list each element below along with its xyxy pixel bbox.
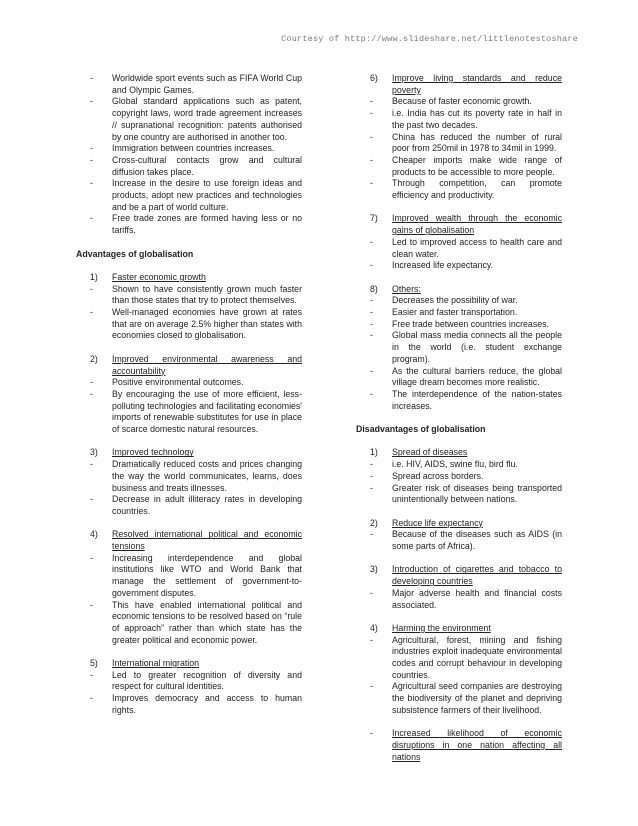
- list-item-text: Shown to have consistently grown much faster than those states that try to protect themselves.: [112, 283, 302, 306]
- section-number: 7): [370, 213, 378, 224]
- section-number: 1): [370, 447, 378, 458]
- list-item-text: By encouraging the use of more efficient, less-polluting technologies and facilitating economies' imports of renewable substitutes for use in place of scarce domestic natural resources.: [112, 388, 302, 435]
- list-item: [76, 155, 302, 178]
- list-item-text: Spread across borders.: [392, 470, 484, 481]
- list-item-text: Led to improved access to health care and clean water.: [392, 236, 562, 259]
- bullet-marker: -: [370, 131, 373, 142]
- list-item: [76, 96, 302, 143]
- list-item: [76, 213, 302, 236]
- section-number: 2): [90, 353, 98, 364]
- section-title: [356, 73, 562, 96]
- bullet-marker: -: [90, 459, 93, 470]
- list-item-text: Free trade between countries increases.: [392, 318, 549, 329]
- list-item: [356, 681, 562, 716]
- right-column: [356, 73, 562, 763]
- list-item-text: Global mass media connects all the people in the world (i.e. student exchange program).: [392, 330, 562, 364]
- section-title-text: Resolved international political and economic tensions: [112, 529, 302, 552]
- section-title-text: Reduce life expectancy: [392, 517, 483, 528]
- advantages-heading: Advantages of globalisation: [76, 248, 194, 259]
- list-item-text: Greater risk of diseases being transported unintentionally between nations.: [392, 482, 562, 505]
- list-item: [356, 155, 562, 178]
- list-item: [76, 284, 302, 307]
- list-item: [356, 635, 562, 682]
- section-title: [76, 658, 302, 670]
- bullet-marker: -: [370, 681, 373, 692]
- list-item-text: Well-managed economies have grown at rates that are on average 2.5% higher than states with economies closed to globalisation.: [112, 307, 302, 341]
- list-item-text: Cross-cultural contacts grow and cultural diffusion takes place.: [112, 154, 302, 177]
- section-title-text: International migration: [112, 658, 200, 669]
- list-item-text: Led to greater recognition of diversity and respect for cultural identities.: [112, 669, 302, 692]
- list-item-text: i.e. HIV, AIDS, swine flu, bird flu.: [392, 459, 518, 470]
- list-item-text: China has reduced the number of rural poor from 250mil in 1978 to 34mil in 1999.: [392, 131, 562, 154]
- section-title-text: Faster economic growth: [112, 271, 206, 282]
- bullet-marker: -: [370, 108, 373, 119]
- bullet-marker: -: [370, 459, 373, 470]
- section-number: 5): [90, 658, 98, 669]
- list-item-text: This have enabled international political and economic tensions to be resolved based on “rule of approach” rather than which state has the greater political and economic power.: [112, 599, 302, 645]
- list-item: [356, 483, 562, 506]
- bullet-marker: -: [370, 470, 373, 481]
- bullet-marker: -: [90, 494, 93, 505]
- section-number: 4): [90, 529, 98, 540]
- bullet-marker: -: [90, 599, 93, 610]
- list-item-text: Agricultural seed companies are destroying the biodiversity of the planet and depriving subsistence farmers of their livelihood.: [392, 681, 562, 715]
- list-item: [76, 670, 302, 693]
- section-title: [356, 213, 562, 236]
- list-item-text: Major adverse health and financial costs associated.: [392, 587, 562, 610]
- list-item: [356, 330, 562, 365]
- bullet-marker: -: [370, 330, 373, 341]
- list-item: [356, 529, 562, 552]
- list-item-text: Global standard applications such as patent, copyright laws, word trade agreement increases // supranational recognition: patents authorised by one country are authorised in another too.: [112, 96, 302, 142]
- list-item: [356, 178, 562, 201]
- list-item-text: Increase in the desire to use foreign ideas and products, adopt new practices and technologies and be a part of world culture.: [112, 178, 302, 212]
- final-bullet: [356, 728, 562, 763]
- section-number: 6): [370, 73, 378, 83]
- bullet-marker: -: [90, 283, 93, 294]
- disadvantages-heading: Disadvantages of globalisation: [356, 424, 486, 435]
- list-item: [356, 237, 562, 260]
- list-item: [76, 307, 302, 342]
- list-item-text: Free trade zones are formed having less or no tariffs.: [112, 213, 302, 236]
- section-title: [76, 272, 302, 284]
- bullet-marker: -: [90, 178, 93, 189]
- list-item: [356, 260, 562, 272]
- list-item-text: Dramatically reduced costs and prices changing the way the world communicates, learns, does business and treats illnesses.: [112, 459, 302, 493]
- section-title: [76, 447, 302, 459]
- section-title-text: Improved environmental awareness and accountability: [112, 353, 302, 376]
- list-item-text: Immigration between countries increases.: [112, 143, 275, 154]
- advantages-sections-continued: [356, 73, 562, 424]
- section-number: 3): [90, 447, 98, 458]
- list-item: [76, 178, 302, 213]
- bullet-marker: -: [370, 307, 373, 318]
- list-item: [76, 459, 302, 494]
- list-item-text: The interdependence of the nation-states increases.: [392, 388, 562, 411]
- bullet-marker: -: [90, 307, 93, 318]
- section-title: [356, 284, 562, 296]
- list-item: [76, 377, 302, 389]
- section-title: [356, 518, 562, 530]
- bullet-marker: -: [90, 552, 93, 563]
- list-item: [356, 132, 562, 155]
- list-item: [356, 108, 562, 131]
- list-item-text: Because of faster economic growth.: [392, 96, 532, 107]
- bullet-marker: -: [370, 318, 373, 329]
- disadvantages-sections: [356, 447, 562, 728]
- bullet-marker: -: [370, 529, 373, 540]
- bullet-marker: -: [90, 73, 93, 83]
- bullet-marker: -: [370, 295, 373, 306]
- section-title-text: Introduction of cigarettes and tobacco to developing countries: [392, 564, 562, 587]
- bullet-marker: -: [370, 96, 373, 107]
- list-item: [76, 553, 302, 600]
- bullet-marker: -: [90, 96, 93, 107]
- section-title-text: Improve living standards and reduce poverty: [392, 73, 562, 95]
- bullet-marker: -: [370, 178, 373, 189]
- list-item: [356, 471, 562, 483]
- section-number: 8): [370, 283, 378, 294]
- list-item-text: Positive environmental outcomes.: [112, 377, 244, 388]
- bullet-marker: -: [90, 669, 93, 680]
- section-title: [356, 447, 562, 459]
- list-item: [356, 295, 562, 307]
- list-item-text: Improves democracy and access to human rights.: [112, 693, 302, 715]
- list-item: [76, 494, 302, 517]
- bullet-marker: -: [90, 213, 93, 224]
- list-item-text: Cheaper imports make wide range of products to be accessible to more people.: [392, 154, 562, 177]
- bullet-marker: -: [370, 634, 373, 645]
- list-item-text: Increasing interdependence and global institutions like WTO and World Bank that manage the settlement of government-to-government disputes.: [112, 552, 302, 598]
- list-item-text: Worldwide sport events such as FIFA World Cup and Olympic Games.: [112, 73, 302, 95]
- list-item: [76, 600, 302, 647]
- list-item-text: As the cultural barriers reduce, the global village dream becomes more realistic.: [392, 365, 562, 388]
- section-title-text: Improved wealth through the economic gains of globalisation: [392, 213, 562, 236]
- list-item-text: Because of the diseases such as AIDS (in some parts of Africa).: [392, 529, 562, 552]
- section-number: 1): [90, 271, 98, 282]
- list-item-text: Decreases the possibility of war.: [392, 295, 518, 306]
- section-number: 4): [370, 622, 378, 633]
- list-item-text: Easier and faster transportation.: [392, 307, 518, 318]
- advantages-sections: [76, 272, 302, 717]
- list-item: [356, 96, 562, 108]
- section-title: [76, 529, 302, 552]
- list-item: [356, 389, 562, 412]
- list-item: [76, 693, 302, 716]
- left-column: [76, 73, 302, 717]
- list-item: [356, 366, 562, 389]
- list-item-text: Agricultural, forest, mining and fishing industries exploit inadequate environmental codes and corrupt behaviour in developing countries.: [392, 634, 562, 680]
- section-number: 2): [370, 517, 378, 528]
- intro-list: [76, 73, 302, 237]
- list-item: [76, 73, 302, 96]
- section-title: [76, 354, 302, 377]
- list-item-text: Increased life expectancy.: [392, 260, 494, 271]
- section-number: 3): [370, 564, 378, 575]
- list-item-text: Through competition, can promote efficiency and productivity.: [392, 178, 562, 201]
- final-bullet-text: Increased likelihood of economic disruptions in one nation affecting all nations: [392, 728, 562, 762]
- section-title-text: Spread of diseases: [392, 447, 468, 458]
- bullet-marker: -: [370, 388, 373, 399]
- list-item: [356, 307, 562, 319]
- list-item-text: i.e. India has cut its poverty rate in half in the past two decades.: [392, 108, 562, 130]
- list-item: [356, 319, 562, 331]
- bullet-marker: -: [90, 154, 93, 165]
- bullet-marker: -: [90, 377, 93, 388]
- section-title-text: Improved technology: [112, 447, 194, 458]
- section-title-text: Harming the environment: [392, 622, 491, 633]
- bullet-marker: -: [370, 587, 373, 598]
- bullet-marker: -: [370, 365, 373, 376]
- bullet-marker: -: [370, 728, 373, 739]
- bullet-marker: -: [370, 236, 373, 247]
- bullet-marker: -: [90, 388, 93, 399]
- bullet-marker: -: [370, 482, 373, 493]
- bullet-marker: -: [90, 143, 93, 154]
- list-item-text: Decrease in adult illiteracy rates in developing countries.: [112, 494, 302, 516]
- bullet-marker: -: [90, 693, 93, 704]
- courtesy-header: Courtesy of http://www.slideshare.net/littlenotestoshare: [281, 34, 578, 44]
- section-title: [356, 623, 562, 635]
- section-title-text: Others:: [392, 283, 421, 294]
- bullet-marker: -: [370, 260, 373, 271]
- section-title: [356, 564, 562, 587]
- list-item: [76, 389, 302, 436]
- list-item: [76, 143, 302, 155]
- bullet-marker: -: [370, 154, 373, 165]
- list-item: [356, 588, 562, 611]
- list-item: [356, 459, 562, 471]
